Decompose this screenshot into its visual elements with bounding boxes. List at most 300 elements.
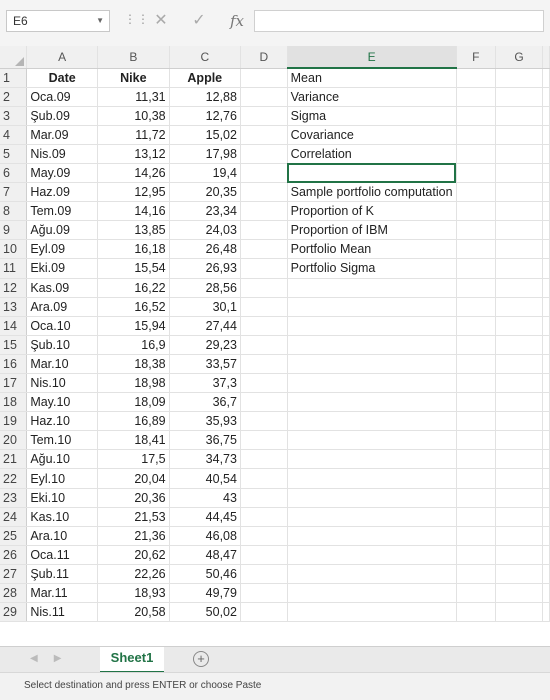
cell-f9[interactable] [456, 221, 496, 240]
table-row [0, 469, 550, 488]
row-header[interactable]: 16 [0, 354, 27, 373]
table-row [0, 163, 550, 182]
cell-d23[interactable] [240, 488, 287, 507]
formula-input[interactable] [254, 10, 544, 32]
row-header[interactable]: 14 [0, 316, 27, 335]
cell-c22[interactable]: 40,54 [169, 469, 240, 488]
cell-c24[interactable]: 44,45 [169, 507, 240, 526]
cell-g23[interactable] [496, 488, 543, 507]
row-header[interactable]: 4 [0, 125, 27, 144]
cell-f19[interactable] [456, 412, 496, 431]
cell-c17[interactable]: 37,3 [169, 374, 240, 393]
table-row [0, 259, 550, 278]
cell-f26[interactable] [456, 545, 496, 564]
cell-d5[interactable] [240, 144, 287, 163]
table-row [0, 584, 550, 603]
cell-e28[interactable] [287, 584, 456, 603]
row-header[interactable]: 22 [0, 469, 27, 488]
cell-overflow [543, 564, 550, 583]
name-box-value: E6 [13, 14, 28, 28]
cell-f10[interactable] [456, 240, 496, 259]
table-row [0, 603, 550, 622]
cell-f14[interactable] [456, 316, 496, 335]
cell-b3[interactable]: 10,38 [98, 106, 170, 125]
cell-f17[interactable] [456, 374, 496, 393]
cell-e29[interactable] [287, 603, 456, 622]
cell-e2[interactable]: Variance [287, 87, 456, 106]
cell-f29[interactable] [456, 603, 496, 622]
cell-a8[interactable]: Tem.09 [27, 202, 98, 221]
row-header[interactable]: 25 [0, 526, 27, 545]
cell-c18[interactable]: 36,7 [169, 393, 240, 412]
cell-overflow [543, 68, 550, 87]
table-row [0, 507, 550, 526]
cell-overflow [543, 603, 550, 622]
cell-a5[interactable]: Nis.09 [27, 144, 98, 163]
cell-c25[interactable]: 46,08 [169, 526, 240, 545]
cell-c28[interactable]: 49,79 [169, 584, 240, 603]
row-header[interactable]: 5 [0, 144, 27, 163]
cell-e8[interactable]: Proportion of K [287, 202, 456, 221]
cell-c11[interactable]: 26,93 [169, 259, 240, 278]
cell-e6[interactable] [287, 163, 456, 182]
cell-b8[interactable]: 14,16 [98, 202, 170, 221]
cell-b1[interactable]: Nike [98, 68, 170, 87]
cell-f8[interactable] [456, 202, 496, 221]
column-header-a[interactable]: A [27, 46, 98, 68]
cell-d11[interactable] [240, 259, 287, 278]
cell-b26[interactable]: 20,62 [98, 545, 170, 564]
cell-b17[interactable]: 18,98 [98, 374, 170, 393]
cell-e10[interactable]: Portfolio Mean [287, 240, 456, 259]
cell-a10[interactable]: Eyl.09 [27, 240, 98, 259]
cell-b25[interactable]: 21,36 [98, 526, 170, 545]
table-row [0, 125, 550, 144]
cell-e26[interactable] [287, 545, 456, 564]
column-header-g[interactable]: G [496, 46, 543, 68]
cell-b27[interactable]: 22,26 [98, 564, 170, 583]
row-header[interactable]: 17 [0, 374, 27, 393]
cell-d2[interactable] [240, 87, 287, 106]
cell-c16[interactable]: 33,57 [169, 354, 240, 373]
cell-e14[interactable] [287, 316, 456, 335]
cell-a23[interactable]: Eki.10 [27, 488, 98, 507]
cell-b9[interactable]: 13,85 [98, 221, 170, 240]
row-header[interactable]: 26 [0, 545, 27, 564]
cell-c13[interactable]: 30,1 [169, 297, 240, 316]
cell-e20[interactable] [287, 431, 456, 450]
cell-d29[interactable] [240, 603, 287, 622]
cell-d15[interactable] [240, 335, 287, 354]
cell-overflow [543, 278, 550, 297]
cell-overflow [543, 354, 550, 373]
cell-overflow [543, 545, 550, 564]
cell-g21[interactable] [496, 450, 543, 469]
cell-d9[interactable] [240, 221, 287, 240]
name-box[interactable] [6, 10, 110, 32]
cell-d17[interactable] [240, 374, 287, 393]
cell-d26[interactable] [240, 545, 287, 564]
drag-handle-icon[interactable]: ⋮⋮ [124, 12, 150, 26]
cell-g9[interactable] [496, 221, 543, 240]
cell-e7[interactable]: Sample portfolio computation [287, 183, 456, 202]
column-header-e[interactable]: E [287, 46, 456, 68]
cell-a24[interactable]: Kas.10 [27, 507, 98, 526]
cell-e9[interactable]: Proportion of IBM [287, 221, 456, 240]
cell-overflow [543, 469, 550, 488]
cell-f20[interactable] [456, 431, 496, 450]
cell-e16[interactable] [287, 354, 456, 373]
select-all-corner[interactable] [0, 46, 27, 68]
cell-g1[interactable] [496, 68, 543, 87]
cell-e12[interactable] [287, 278, 456, 297]
cell-d28[interactable] [240, 584, 287, 603]
cell-e11[interactable]: Portfolio Sigma [287, 259, 456, 278]
cell-g3[interactable] [496, 106, 543, 125]
sheet-tab-sheet1[interactable]: Sheet1 [100, 647, 164, 673]
row-header[interactable]: 21 [0, 450, 27, 469]
cell-d1[interactable] [240, 68, 287, 87]
cell-c21[interactable]: 34,73 [169, 450, 240, 469]
cell-d16[interactable] [240, 354, 287, 373]
cell-g15[interactable] [496, 335, 543, 354]
cell-a1[interactable]: Date [27, 68, 98, 87]
row-header[interactable]: 7 [0, 183, 27, 202]
cell-d18[interactable] [240, 393, 287, 412]
row-header[interactable]: 6 [0, 163, 27, 182]
cell-c8[interactable]: 23,34 [169, 202, 240, 221]
cell-overflow [543, 183, 550, 202]
table-row [0, 144, 550, 163]
cell-a17[interactable]: Nis.10 [27, 374, 98, 393]
insert-function-icon[interactable]: fx [229, 12, 244, 30]
cell-g13[interactable] [496, 297, 543, 316]
cell-g14[interactable] [496, 316, 543, 335]
cell-g19[interactable] [496, 412, 543, 431]
row-header[interactable]: 20 [0, 431, 27, 450]
cell-g22[interactable] [496, 469, 543, 488]
cell-g7[interactable] [496, 183, 543, 202]
cell-overflow [543, 584, 550, 603]
cell-e27[interactable] [287, 564, 456, 583]
cell-b6[interactable]: 14,26 [98, 163, 170, 182]
cell-b22[interactable]: 20,04 [98, 469, 170, 488]
cell-b15[interactable]: 16,9 [98, 335, 170, 354]
cell-c1[interactable]: Apple [169, 68, 240, 87]
cell-e25[interactable] [287, 526, 456, 545]
row-header[interactable]: 2 [0, 87, 27, 106]
table-row [0, 450, 550, 469]
cell-overflow [543, 431, 550, 450]
row-header[interactable]: 10 [0, 240, 27, 259]
cell-f6[interactable] [456, 163, 496, 182]
table-row [0, 545, 550, 564]
table-row [0, 297, 550, 316]
cell-d14[interactable] [240, 316, 287, 335]
cell-a15[interactable]: Şub.10 [27, 335, 98, 354]
cell-f25[interactable] [456, 526, 496, 545]
cell-c20[interactable]: 36,75 [169, 431, 240, 450]
table-row [0, 526, 550, 545]
cell-overflow [543, 507, 550, 526]
cell-e19[interactable] [287, 412, 456, 431]
cell-b29[interactable]: 20,58 [98, 603, 170, 622]
column-header-f[interactable]: F [456, 46, 496, 68]
cell-g16[interactable] [496, 354, 543, 373]
cell-d21[interactable] [240, 450, 287, 469]
cell-d7[interactable] [240, 183, 287, 202]
cell-d6[interactable] [240, 163, 287, 182]
cell-c26[interactable]: 48,47 [169, 545, 240, 564]
chevron-down-icon[interactable]: ▼ [96, 16, 104, 25]
row-header[interactable]: 1 [0, 68, 27, 87]
cell-f13[interactable] [456, 297, 496, 316]
cell-c23[interactable]: 43 [169, 488, 240, 507]
cell-f7[interactable] [456, 183, 496, 202]
cell-g24[interactable] [496, 507, 543, 526]
cell-b19[interactable]: 16,89 [98, 412, 170, 431]
sheet-tab-bar [0, 646, 550, 673]
cell-g27[interactable] [496, 564, 543, 583]
cell-f16[interactable] [456, 354, 496, 373]
cell-b10[interactable]: 16,18 [98, 240, 170, 259]
cell-f24[interactable] [456, 507, 496, 526]
cell-d13[interactable] [240, 297, 287, 316]
column-header-c[interactable]: C [169, 46, 240, 68]
cell-g20[interactable] [496, 431, 543, 450]
table-row [0, 221, 550, 240]
cell-c7[interactable]: 20,35 [169, 183, 240, 202]
cell-g6[interactable] [496, 163, 543, 182]
cell-a19[interactable]: Haz.10 [27, 412, 98, 431]
cell-a16[interactable]: Mar.10 [27, 354, 98, 373]
row-header[interactable]: 11 [0, 259, 27, 278]
cell-overflow [543, 374, 550, 393]
formula-bar [0, 0, 550, 47]
cell-a26[interactable]: Oca.11 [27, 545, 98, 564]
row-header[interactable]: 15 [0, 335, 27, 354]
cell-f4[interactable] [456, 125, 496, 144]
cell-a28[interactable]: Mar.11 [27, 584, 98, 603]
cell-e21[interactable] [287, 450, 456, 469]
cell-d22[interactable] [240, 469, 287, 488]
cell-c10[interactable]: 26,48 [169, 240, 240, 259]
cell-g26[interactable] [496, 545, 543, 564]
cell-d3[interactable] [240, 106, 287, 125]
cell-e18[interactable] [287, 393, 456, 412]
cell-c5[interactable]: 17,98 [169, 144, 240, 163]
cell-d25[interactable] [240, 526, 287, 545]
cell-f3[interactable] [456, 106, 496, 125]
cell-e5[interactable]: Correlation [287, 144, 456, 163]
cell-d10[interactable] [240, 240, 287, 259]
cell-c9[interactable]: 24,03 [169, 221, 240, 240]
cell-overflow [543, 87, 550, 106]
cell-d20[interactable] [240, 431, 287, 450]
cell-g17[interactable] [496, 374, 543, 393]
cell-d24[interactable] [240, 507, 287, 526]
cell-b20[interactable]: 18,41 [98, 431, 170, 450]
cell-c19[interactable]: 35,93 [169, 412, 240, 431]
table-row [0, 68, 550, 87]
cell-b14[interactable]: 15,94 [98, 316, 170, 335]
cell-a6[interactable]: May.09 [27, 163, 98, 182]
cell-e4[interactable]: Covariance [287, 125, 456, 144]
cell-a22[interactable]: Eyl.10 [27, 469, 98, 488]
cell-a20[interactable]: Tem.10 [27, 431, 98, 450]
cell-overflow [543, 316, 550, 335]
cell-f18[interactable] [456, 393, 496, 412]
cell-g18[interactable] [496, 393, 543, 412]
cell-a13[interactable]: Ara.09 [27, 297, 98, 316]
cell-a27[interactable]: Şub.11 [27, 564, 98, 583]
cell-d8[interactable] [240, 202, 287, 221]
cell-c6[interactable]: 19,4 [169, 163, 240, 182]
cell-a29[interactable]: Nis.11 [27, 603, 98, 622]
cell-b28[interactable]: 18,93 [98, 584, 170, 603]
cell-f15[interactable] [456, 335, 496, 354]
row-header[interactable]: 29 [0, 603, 27, 622]
cell-a2[interactable]: Oca.09 [27, 87, 98, 106]
status-bar [0, 672, 550, 700]
cell-b2[interactable]: 11,31 [98, 87, 170, 106]
cell-overflow [543, 335, 550, 354]
cell-f22[interactable] [456, 469, 496, 488]
cell-f11[interactable] [456, 259, 496, 278]
cell-f12[interactable] [456, 278, 496, 297]
cell-b5[interactable]: 13,12 [98, 144, 170, 163]
cell-f23[interactable] [456, 488, 496, 507]
cell-e24[interactable] [287, 507, 456, 526]
cell-b11[interactable]: 15,54 [98, 259, 170, 278]
cell-e1[interactable]: Mean [287, 68, 456, 87]
table-row [0, 87, 550, 106]
cell-b12[interactable]: 16,22 [98, 278, 170, 297]
cell-b23[interactable]: 20,36 [98, 488, 170, 507]
row-header[interactable]: 8 [0, 202, 27, 221]
row-header[interactable]: 19 [0, 412, 27, 431]
status-message: Select destination and press ENTER or choose Paste [24, 680, 262, 691]
cell-a14[interactable]: Oca.10 [27, 316, 98, 335]
row-header[interactable]: 27 [0, 564, 27, 583]
cell-a3[interactable]: Şub.09 [27, 106, 98, 125]
cell-e17[interactable] [287, 374, 456, 393]
cell-a18[interactable]: May.10 [27, 393, 98, 412]
row-header[interactable]: 13 [0, 297, 27, 316]
cell-a4[interactable]: Mar.09 [27, 125, 98, 144]
cell-c29[interactable]: 50,02 [169, 603, 240, 622]
cell-f2[interactable] [456, 87, 496, 106]
cell-b4[interactable]: 11,72 [98, 125, 170, 144]
cell-g12[interactable] [496, 278, 543, 297]
cell-a9[interactable]: Ağu.09 [27, 221, 98, 240]
cell-e15[interactable] [287, 335, 456, 354]
row-header[interactable]: 23 [0, 488, 27, 507]
cell-b18[interactable]: 18,09 [98, 393, 170, 412]
cancel-icon[interactable]: ✕ [154, 12, 168, 29]
cell-c14[interactable]: 27,44 [169, 316, 240, 335]
cell-d27[interactable] [240, 564, 287, 583]
cell-e13[interactable] [287, 297, 456, 316]
row-header[interactable]: 12 [0, 278, 27, 297]
cell-overflow [543, 488, 550, 507]
cell-g11[interactable] [496, 259, 543, 278]
cell-f27[interactable] [456, 564, 496, 583]
cell-g8[interactable] [496, 202, 543, 221]
column-header-row [0, 46, 550, 68]
cell-e23[interactable] [287, 488, 456, 507]
table-row [0, 374, 550, 393]
cell-overflow [543, 144, 550, 163]
row-header[interactable]: 28 [0, 584, 27, 603]
table-row [0, 240, 550, 259]
cell-a25[interactable]: Ara.10 [27, 526, 98, 545]
row-header[interactable]: 3 [0, 106, 27, 125]
cell-g2[interactable] [496, 87, 543, 106]
cell-g10[interactable] [496, 240, 543, 259]
add-sheet-icon[interactable]: + [193, 651, 209, 667]
column-header-b[interactable]: B [98, 46, 170, 68]
cell-d12[interactable] [240, 278, 287, 297]
cell-a7[interactable]: Haz.09 [27, 183, 98, 202]
cell-g5[interactable] [496, 144, 543, 163]
enter-icon[interactable]: ✓ [192, 12, 206, 29]
cell-b16[interactable]: 18,38 [98, 354, 170, 373]
cell-b7[interactable]: 12,95 [98, 183, 170, 202]
cell-e3[interactable]: Sigma [287, 106, 456, 125]
table-row [0, 183, 550, 202]
row-header[interactable]: 24 [0, 507, 27, 526]
row-header[interactable]: 9 [0, 221, 27, 240]
cell-a21[interactable]: Ağu.10 [27, 450, 98, 469]
cell-overflow [543, 202, 550, 221]
cell-c3[interactable]: 12,76 [169, 106, 240, 125]
cell-c2[interactable]: 12,88 [169, 87, 240, 106]
cell-c12[interactable]: 28,56 [169, 278, 240, 297]
cell-g29[interactable] [496, 603, 543, 622]
table-row [0, 202, 550, 221]
cell-f21[interactable] [456, 450, 496, 469]
cell-g25[interactable] [496, 526, 543, 545]
cell-f28[interactable] [456, 584, 496, 603]
cell-a12[interactable]: Kas.09 [27, 278, 98, 297]
cell-c15[interactable]: 29,23 [169, 335, 240, 354]
cell-b24[interactable]: 21,53 [98, 507, 170, 526]
cell-b21[interactable]: 17,5 [98, 450, 170, 469]
cell-e22[interactable] [287, 469, 456, 488]
cell-d19[interactable] [240, 412, 287, 431]
cell-g28[interactable] [496, 584, 543, 603]
sheet-nav-arrows-icon[interactable]: ◀▶ [30, 653, 78, 664]
cell-c27[interactable]: 50,46 [169, 564, 240, 583]
cell-f5[interactable] [456, 144, 496, 163]
table-row [0, 431, 550, 450]
cell-c4[interactable]: 15,02 [169, 125, 240, 144]
column-header-d[interactable]: D [240, 46, 287, 68]
table-row [0, 354, 550, 373]
cell-g4[interactable] [496, 125, 543, 144]
cell-b13[interactable]: 16,52 [98, 297, 170, 316]
table-row [0, 106, 550, 125]
cell-overflow [543, 106, 550, 125]
row-header[interactable]: 18 [0, 393, 27, 412]
cell-overflow [543, 297, 550, 316]
cell-overflow [543, 259, 550, 278]
cell-d4[interactable] [240, 125, 287, 144]
cell-overflow [543, 221, 550, 240]
cell-f1[interactable] [456, 68, 496, 87]
cell-a11[interactable]: Eki.09 [27, 259, 98, 278]
